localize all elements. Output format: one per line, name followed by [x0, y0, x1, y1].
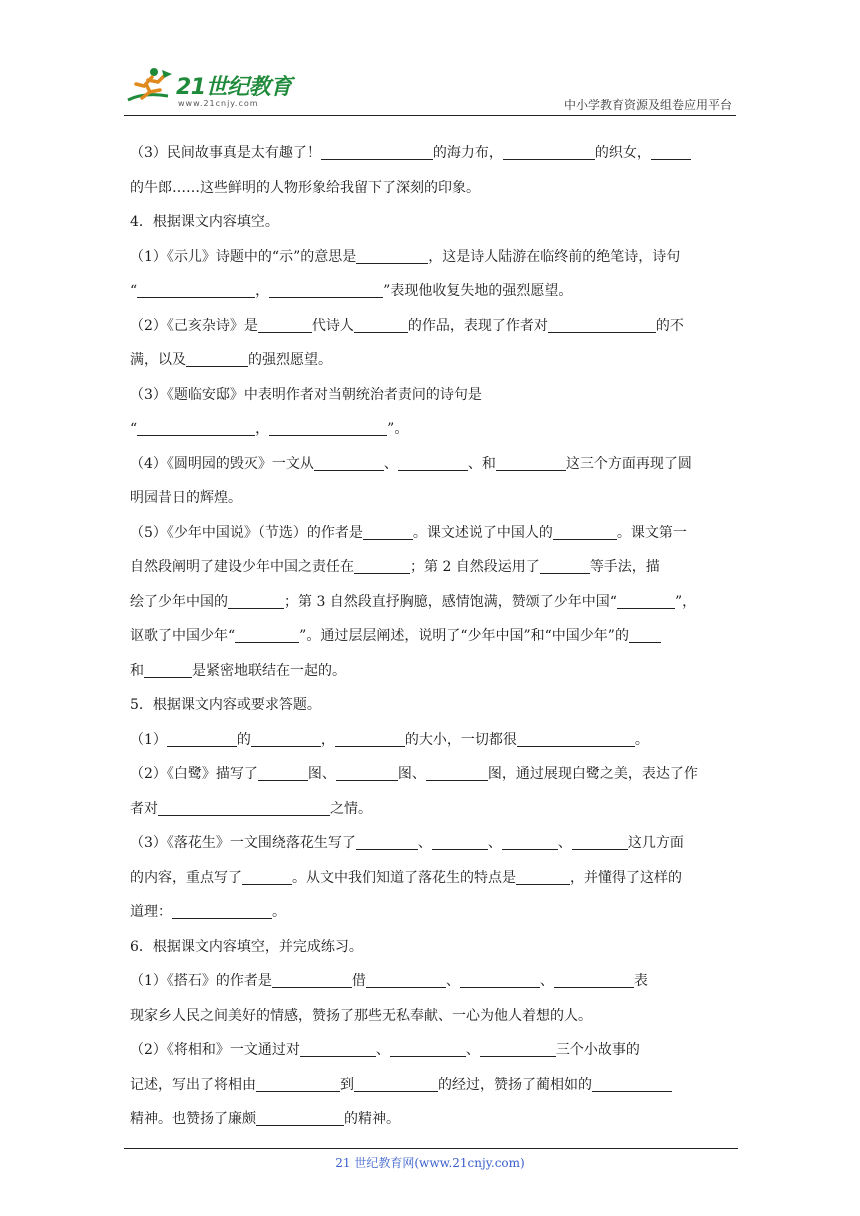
text-line: 自然段阐明了建设少年中国之责任在 ；第 2 自然段运用了 等手法，描	[130, 554, 730, 589]
text-line: （1）《示儿》诗题中的“示”的意思是 ，这是诗人陆游在临终前的绝笔诗，诗句	[130, 244, 730, 279]
exercise-content	[130, 140, 730, 1141]
blank[interactable]	[363, 522, 413, 540]
blank[interactable]	[251, 729, 321, 747]
blank[interactable]	[335, 729, 405, 747]
blank[interactable]	[366, 970, 446, 988]
text-line: （5）《少年中国说》（节选）的作者是 。课文述说了中国人的 。课文第一	[130, 520, 730, 555]
question-heading: 4．根据课文内容填空。	[130, 214, 279, 230]
footer-divider	[124, 1148, 738, 1149]
text-line: 绘了少年中国的 ；第 3 自然段直抒胸臆，感情饱满，赞颂了少年中国“ ”，	[130, 589, 730, 624]
blank[interactable]	[256, 1108, 344, 1126]
blank[interactable]	[356, 246, 428, 264]
blank[interactable]	[314, 453, 384, 471]
blank[interactable]	[354, 315, 408, 333]
text-line: （4）《圆明园的毁灭》一文从 、 、和 这三个方面再现了圆	[130, 451, 730, 486]
blank[interactable]	[356, 832, 418, 850]
platform-name: 中小学教育资源及组卷应用平台	[563, 98, 732, 112]
blank[interactable]	[144, 660, 192, 678]
blank[interactable]	[158, 798, 330, 816]
blank[interactable]	[517, 729, 635, 747]
logo-text: 21世纪教育	[176, 75, 292, 100]
blank[interactable]	[432, 832, 488, 850]
blank[interactable]	[235, 625, 299, 643]
text-line: 和 是紧密地联结在一起的。	[130, 658, 730, 693]
text-line: 明园昔日的辉煌。	[130, 490, 242, 506]
blank[interactable]	[186, 349, 248, 367]
text-line: “ ， ”表现他收复失地的强烈愿望。	[130, 278, 730, 313]
text-line: 的内容，重点写了 。从文中我们知道了落花生的特点是 ，并懂得了这样的	[130, 865, 730, 900]
text-line: 者对 之情。	[130, 796, 730, 831]
blank[interactable]	[272, 970, 352, 988]
blank[interactable]	[554, 970, 634, 988]
blank[interactable]	[548, 315, 656, 333]
text-line: 满，以及 的强烈愿望。	[130, 347, 730, 382]
blank[interactable]	[172, 901, 272, 919]
text-line: 讴歌了中国少年“ ”。通过层层阐述，说明了“少年中国”和“中国少年”的	[130, 623, 730, 658]
blank[interactable]	[242, 867, 292, 885]
blank[interactable]	[516, 867, 570, 885]
blank[interactable]	[617, 591, 675, 609]
blank[interactable]	[398, 453, 468, 471]
blank[interactable]	[137, 418, 255, 436]
blank[interactable]	[336, 763, 398, 781]
blank[interactable]	[321, 142, 433, 160]
blank[interactable]	[592, 1074, 672, 1092]
text-line: （1）《搭石》的作者是 借 、 、 表	[130, 968, 730, 1003]
blank[interactable]	[553, 522, 617, 540]
footer-link[interactable]: 21 世纪教育网(www.21cnjy.com)	[335, 1156, 525, 1170]
blank[interactable]	[572, 832, 628, 850]
question-heading: 6．根据课文内容填空，并完成练习。	[130, 938, 363, 955]
blank[interactable]	[502, 832, 558, 850]
blank[interactable]	[258, 763, 308, 781]
blank[interactable]	[390, 1039, 466, 1057]
blank[interactable]	[256, 1074, 340, 1092]
text-line: （2）《己亥杂诗》是 代诗人 的作品，表现了作者对 的不	[130, 313, 730, 348]
blank[interactable]	[540, 556, 590, 574]
blank[interactable]	[426, 763, 488, 781]
blank[interactable]	[269, 280, 383, 298]
page-header	[124, 66, 732, 114]
text-line: （3）《题临安邸》中表明作者对当朝统治者责问的诗句是	[130, 386, 482, 403]
text-line: （2）《将相和》一文通过对 、 、 三个小故事的	[130, 1037, 730, 1072]
blank[interactable]	[300, 1039, 376, 1057]
blank[interactable]	[354, 556, 410, 574]
runner-logo-icon	[124, 66, 180, 106]
blank[interactable]	[228, 591, 284, 609]
blank[interactable]	[167, 729, 237, 747]
blank[interactable]	[480, 1039, 556, 1057]
blank[interactable]	[269, 418, 387, 436]
blank[interactable]	[258, 315, 312, 333]
blank[interactable]	[651, 142, 691, 160]
blank[interactable]	[496, 453, 566, 471]
blank[interactable]	[503, 142, 595, 160]
question-heading: 5．根据课文内容或要求答题。	[130, 697, 321, 713]
blank[interactable]	[137, 280, 255, 298]
text-line: （3）《落花生》一文围绕落花生写了 、 、 、 这几方面	[130, 830, 730, 865]
text-line: 现家乡人民之间美好的情感，赞扬了那些无私奉献、一心为他人着想的人。	[130, 1007, 592, 1024]
text-line: （3）民间故事真是太有趣了！ 的海力布， 的织女，	[130, 140, 730, 175]
text-line: 记述，写出了将相由 到 的经过，赞扬了蔺相如的	[130, 1072, 730, 1107]
blank[interactable]	[354, 1074, 438, 1092]
blank[interactable]	[460, 970, 540, 988]
site-logo	[124, 66, 294, 114]
text-line: （1） 的 ， 的大小，一切都很 。	[130, 727, 730, 762]
text-line: （2）《白鹭》描写了 图、 图、 图，通过展现白鹭之美，表达了作	[130, 761, 730, 796]
text-line: 精神。也赞扬了廉颇 的精神。	[130, 1106, 730, 1141]
text-line: 的牛郎……这些鲜明的人物形象给我留下了深刻的印象。	[130, 179, 480, 196]
blank[interactable]	[629, 625, 661, 643]
text-line: “ ， ”。	[130, 416, 730, 451]
header-divider	[124, 115, 736, 116]
logo-url: www.21cnjy.com	[178, 99, 259, 108]
text-line: 道理： 。	[130, 899, 730, 934]
